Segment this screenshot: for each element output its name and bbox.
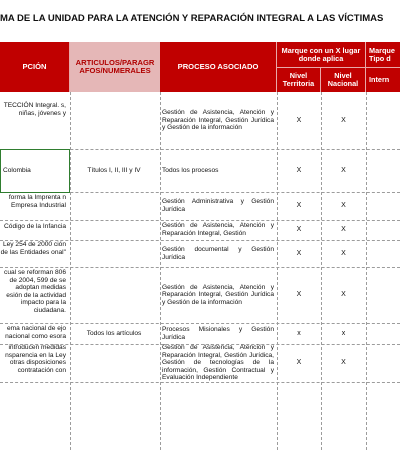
row-process[interactable]: Gestión de Asistencia, Atención y Reparación Integral, Gestión Jurídica, Gestión de tecnologías de la información, Gestión Contractual y Evaluación Independiente	[162, 344, 274, 382]
header-articles-text: ARTICULOS/PARAGRAFOS/NUMERALES	[75, 57, 155, 75]
row-mark-national[interactable]: X	[341, 116, 346, 124]
header-level-national: Nivel Nacional	[321, 67, 366, 92]
row-mark-territorial[interactable]: X	[296, 202, 302, 210]
row-articles[interactable]: Todos los artículos	[86, 329, 142, 337]
row-mark-territorial[interactable]: X	[296, 226, 302, 234]
row-mark-territorial[interactable]: X	[296, 249, 302, 257]
row-process[interactable]: Todos los procesos	[162, 166, 219, 174]
row-process[interactable]: Gestión de Asistencia, Atención y Reparación Integral, Gestión Jurídica y Gestión de la información	[162, 283, 274, 306]
row-mark-national[interactable]: X	[341, 226, 346, 234]
header-mark-type: Marque Tipo d	[366, 42, 400, 67]
row-mark-territorial[interactable]: X	[296, 359, 302, 367]
row-mark-national[interactable]: X	[341, 166, 346, 174]
row-description[interactable]: Ley 254 de 2000 ción de las Entidades onal"	[0, 241, 66, 256]
row-description[interactable]: introducen medidas nsparencia en la Ley otras disposiciones contratación con	[5, 344, 66, 374]
row-articles[interactable]	[70, 267, 158, 323]
page-title: MA DE LA UNIDAD PARA LA ATENCIÓN Y REPARACIÓN INTEGRAL A LAS VÍCTIMAS	[0, 13, 384, 24]
row-mark-national[interactable]: X	[341, 359, 346, 367]
grid-line	[366, 92, 367, 450]
header-mark-where: Marque con un X lugar donde aplica	[277, 42, 366, 67]
row-description[interactable]: TECCIÓN Integral. s, niñas, jóvenes y	[3, 102, 66, 117]
row-description[interactable]: Código de la Infancia	[4, 223, 66, 230]
header-internal: Intern	[366, 67, 400, 92]
row-articles[interactable]	[70, 240, 158, 267]
row-mark-national[interactable]: x	[341, 329, 346, 337]
row-articles[interactable]: Títulos I, II, III y IV	[87, 166, 141, 174]
row-mark-national[interactable]: X	[341, 249, 346, 257]
header-level-territory: Nivel Territoria	[277, 67, 321, 92]
row-mark-national[interactable]: X	[341, 202, 346, 210]
row-mark-territorial[interactable]: x	[297, 329, 301, 337]
row-description[interactable]: forma la Imprenta n Empresa Industrial	[8, 194, 66, 209]
row-description[interactable]: cual se reforman 806 de 2004, 599 de se adoptan medidas esión de la actividad impacto para la ciudadana.	[4, 269, 66, 314]
row-articles[interactable]	[70, 92, 158, 149]
header-articles	[70, 42, 160, 92]
row-description[interactable]: ema nacional de ejo nacional como esora	[5, 325, 66, 340]
row-mark-territorial[interactable]: X	[296, 116, 302, 124]
row-process[interactable]: Gestión documental y Gestión Jurídica	[162, 245, 274, 261]
row-process[interactable]: Gestión Administrativa y Gestión Jurídica	[162, 198, 274, 213]
row-description[interactable]: Colombia	[3, 166, 31, 174]
header-process: PROCESO ASOCIADO	[160, 42, 277, 92]
row-process[interactable]: Gestión de Asistencia, Atención y Reparación Integral, Gestión Jurídica y Gestión de la información	[162, 109, 274, 132]
grid-line	[0, 382, 400, 383]
row-articles[interactable]	[70, 192, 158, 220]
row-process[interactable]: Gestión de Asistencia, Atención y Reparación Integral, Gestión	[162, 222, 274, 237]
row-articles[interactable]	[70, 220, 158, 240]
row-process[interactable]: Procesos Misionales y Gestión Jurídica	[162, 325, 274, 341]
row-mark-national[interactable]: X	[341, 291, 346, 299]
row-mark-territorial[interactable]: X	[296, 291, 302, 299]
row-articles[interactable]	[70, 344, 158, 382]
spreadsheet-grid	[0, 42, 400, 450]
header-description: PCIÓN	[0, 42, 70, 92]
row-mark-territorial[interactable]: X	[296, 166, 302, 174]
